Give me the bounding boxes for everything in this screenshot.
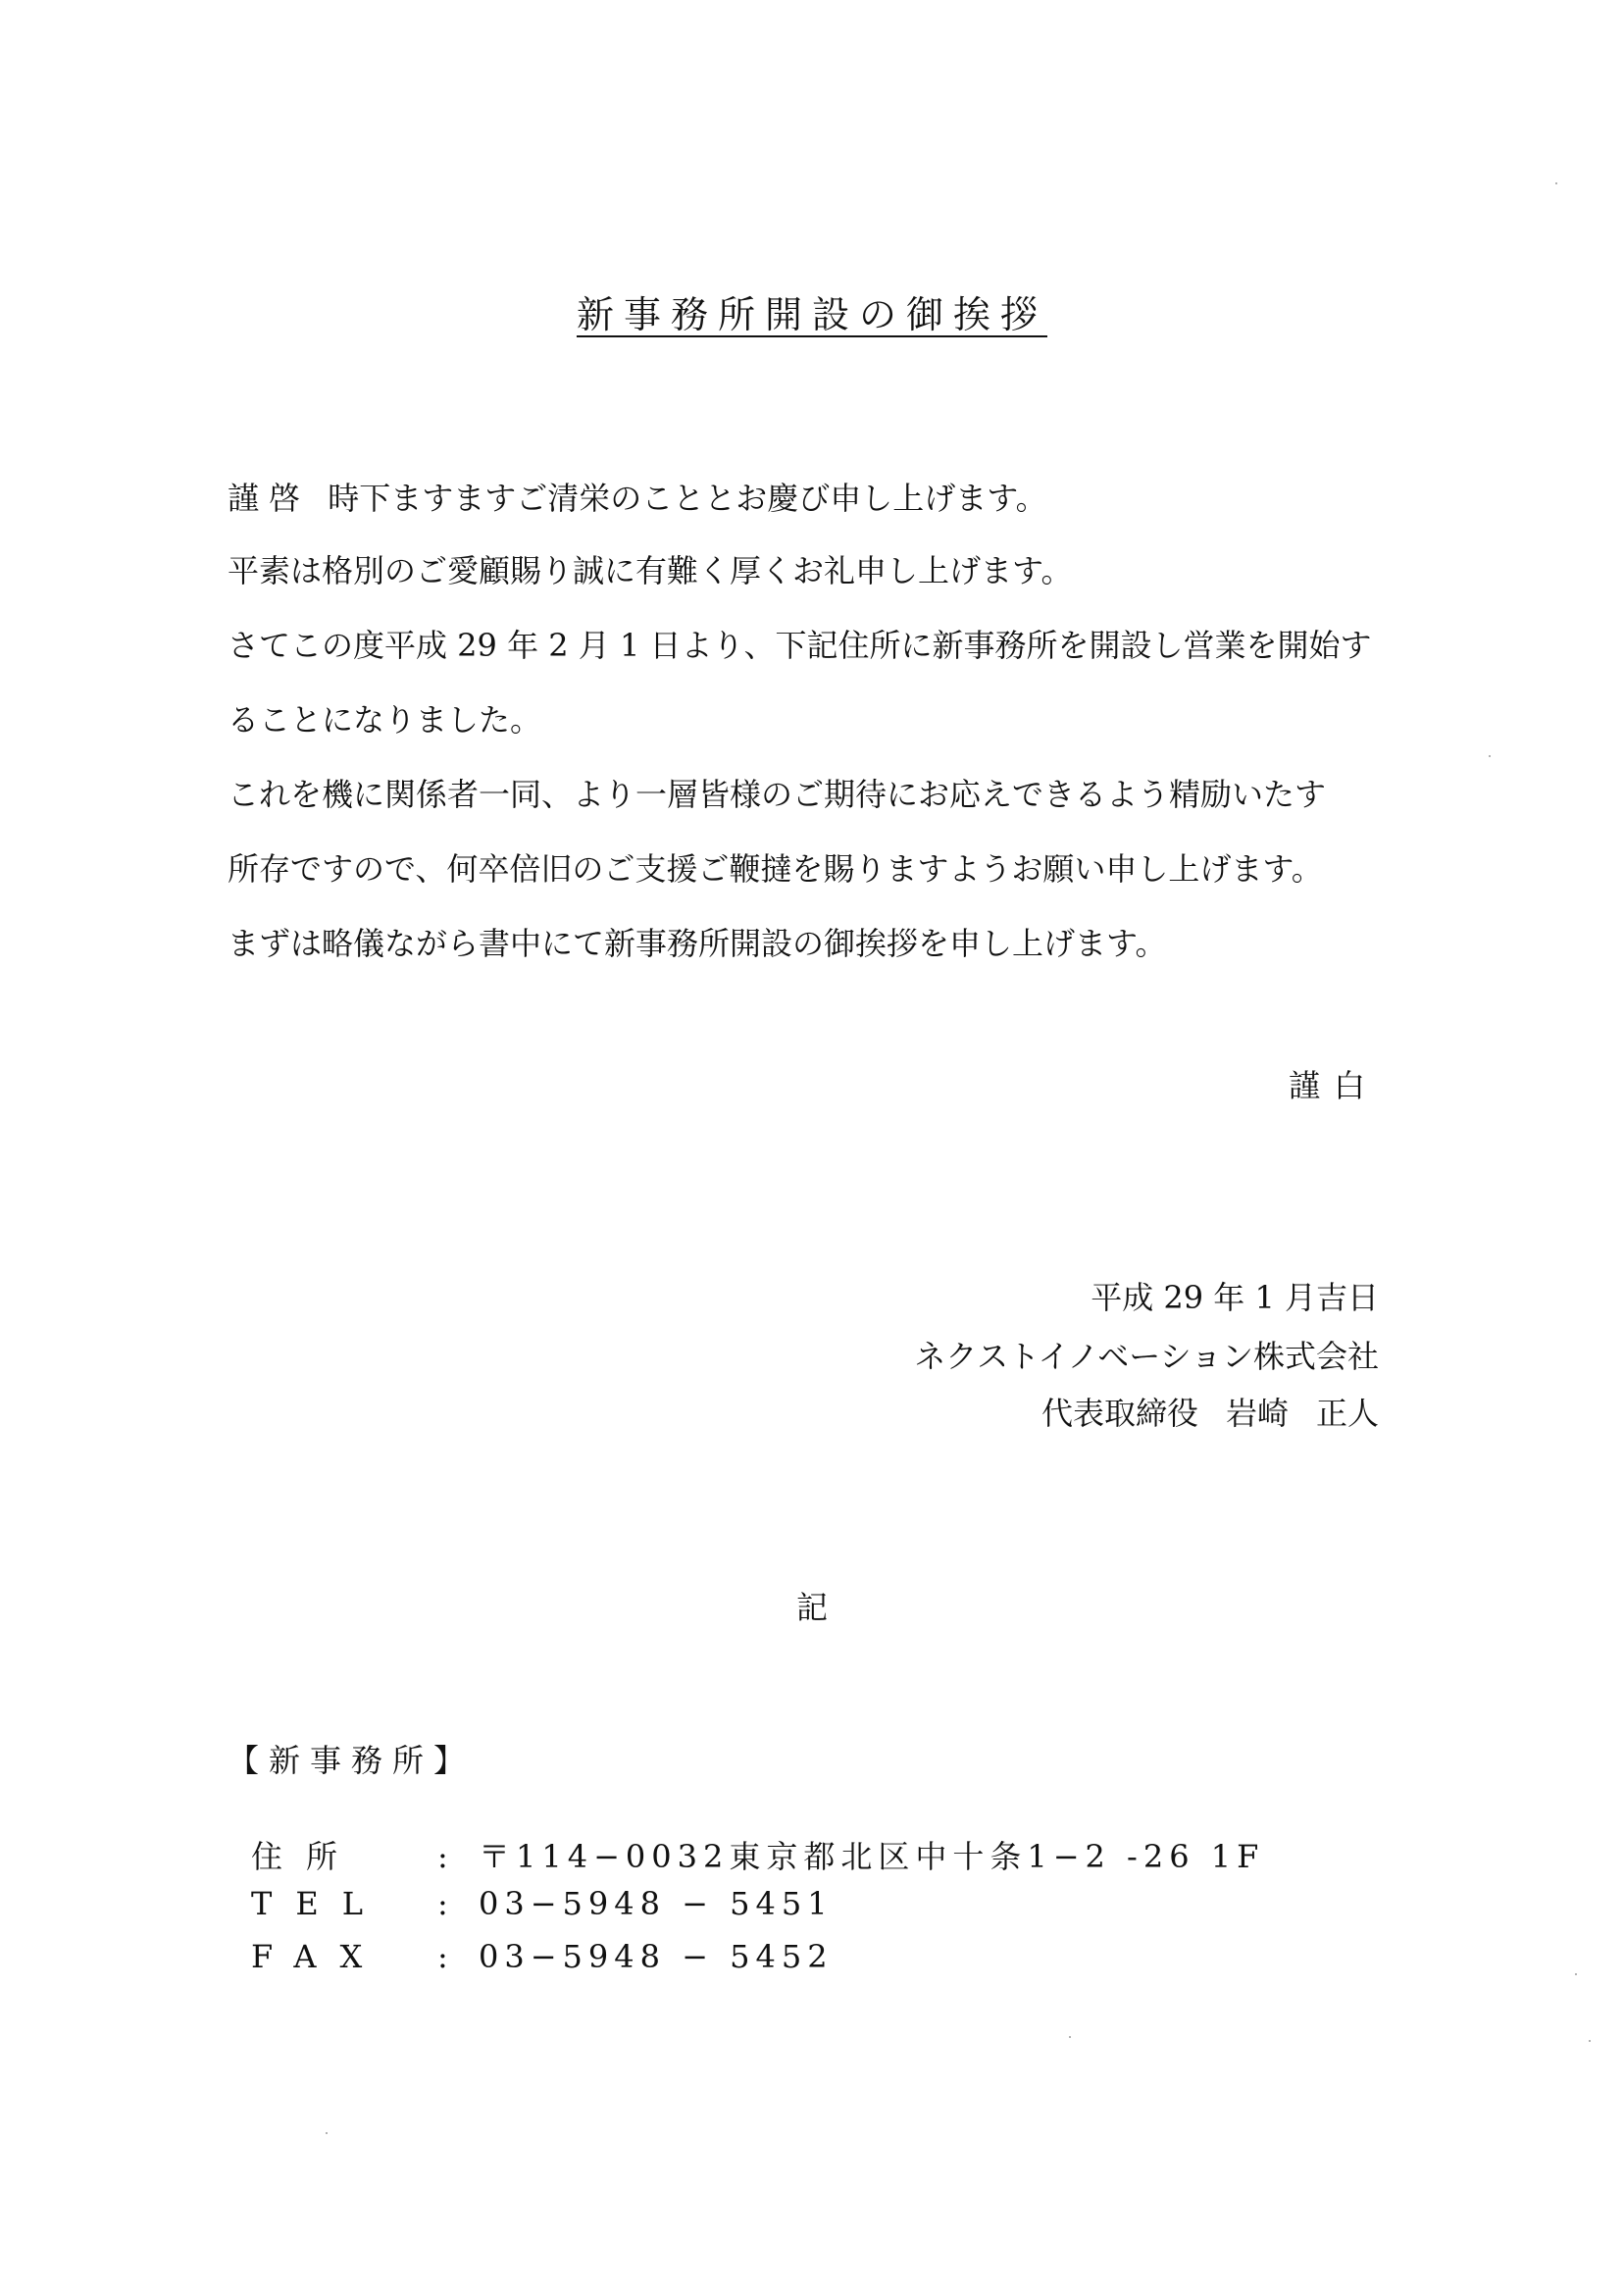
tel-value: 03−5948 − 5451 bbox=[479, 1885, 834, 1922]
fax-value: 03−5948 − 5452 bbox=[479, 1938, 834, 1975]
scan-speck bbox=[1555, 182, 1557, 184]
scan-speck bbox=[1575, 1973, 1577, 1975]
paragraph-line: 平素は格別のご愛顧賜り誠に有難く厚くお礼申し上げます。 bbox=[228, 552, 1073, 589]
representative-title: 代表取締役 bbox=[1040, 1395, 1198, 1432]
closing-word: 謹白 bbox=[1288, 1067, 1379, 1104]
greeting-line bbox=[228, 480, 1404, 517]
company-name: ネクストイノベーション株式会社 bbox=[914, 1338, 1379, 1375]
address-label: 住所 bbox=[251, 1838, 362, 1875]
document-title: 新事務所開設の御挨拶 bbox=[576, 293, 1047, 336]
greeting-text: 時下ますますご清栄のこととお慶び申し上げます。 bbox=[328, 480, 1047, 517]
separator: : bbox=[437, 1885, 448, 1922]
separator: : bbox=[437, 1938, 448, 1975]
paragraph-line: まずは略儀ながら書中にて新事務所開設の御挨拶を申し上げます。 bbox=[228, 925, 1167, 962]
opening-word: 謹啓 bbox=[228, 480, 311, 517]
fax-row bbox=[251, 1938, 834, 1975]
scan-speck bbox=[1489, 755, 1491, 757]
paragraph-line: さてこの度平成 29 年 2 月 1 日より、下記住所に新事務所を開設し営業を開始す bbox=[228, 627, 1372, 664]
scan-speck bbox=[1069, 2036, 1071, 2038]
representative-line bbox=[1041, 1389, 1379, 1434]
issue-date: 平成 29 年 1 月吉日 bbox=[1091, 1279, 1379, 1316]
scan-speck bbox=[1589, 2040, 1591, 2042]
paragraph-line: 所存ですので、何卒倍旧のご支援ご鞭撻を賜りますようお願い申し上げます。 bbox=[228, 850, 1323, 888]
paragraph-line: これを機に関係者一同、より一層皆様のご期待にお応えできるよう精励いたす bbox=[228, 776, 1327, 813]
tel-label: TEL bbox=[251, 1885, 386, 1922]
separator: : bbox=[437, 1838, 448, 1875]
section-heading: 【新事務所】 bbox=[228, 1742, 476, 1779]
representative-surname: 岩崎 bbox=[1225, 1395, 1289, 1432]
ki-heading: 記 bbox=[795, 1589, 828, 1626]
address-row bbox=[251, 1832, 1264, 1877]
tel-row bbox=[251, 1885, 834, 1922]
representative-given-name: 正人 bbox=[1315, 1395, 1379, 1432]
scan-speck bbox=[326, 2132, 328, 2134]
address-value: 〒114−0032東京都北区中十条1−2 -26 1F bbox=[479, 1838, 1265, 1875]
paragraph-line: ることになりました。 bbox=[228, 701, 542, 739]
fax-label: FAX bbox=[251, 1938, 386, 1975]
